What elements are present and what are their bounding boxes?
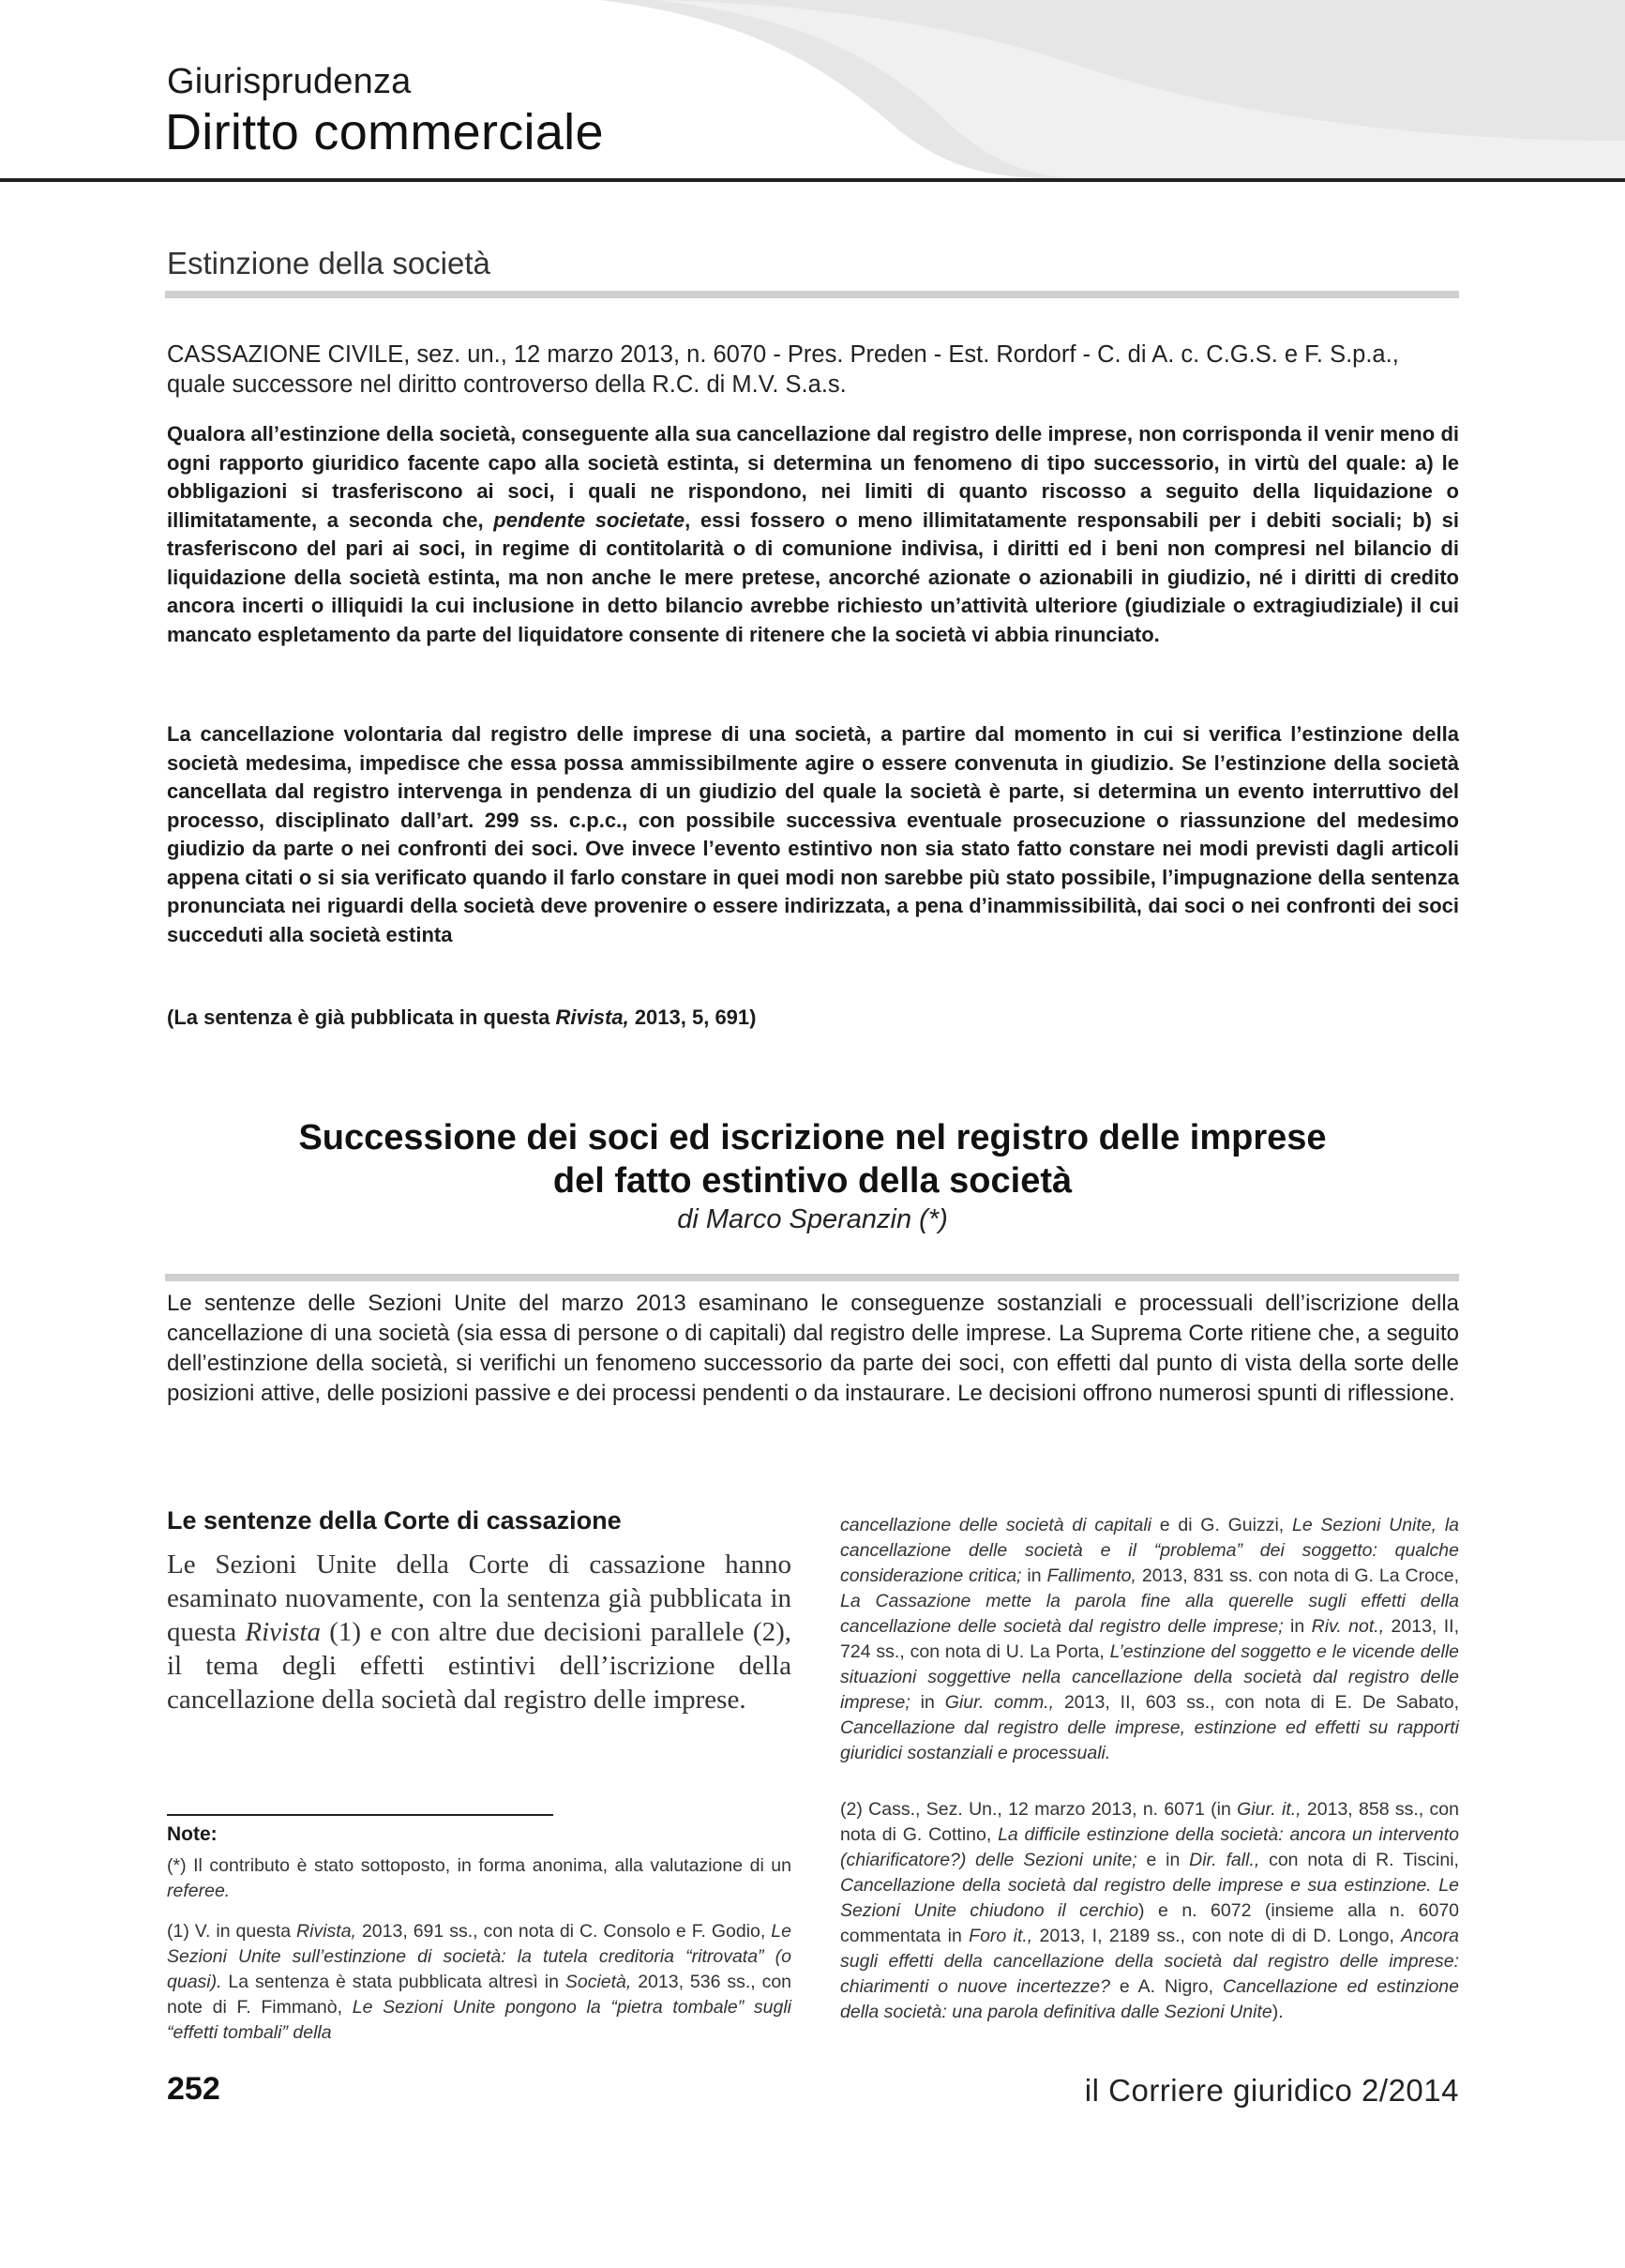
header-rule [0,178,1625,182]
maxim-1: Qualora all’estinzione della società, conseguente alla sua cancellazione dal registro delle imprese, non corrisponda il venir meno di ogni rapporto giuridico facente capo alla società estinta, si determina un fenomeno di tipo successorio, in virtù del quale: a) le obbligazioni si trasferiscono ai soci, i quali ne rispondono, nei limiti di quanto riscosso a seguito della liquidazione o illimitatamente, a seconda che, pendente societate, essi fossero o meno illimitatamente responsabili per i debiti sociali; b) si trasferiscono del pari ai soci, in regime di contitolarità o di comunione indivisa, i diritti ed i beni non compresi nel bilancio di liquidazione della società estinta, ma non anche le mere pretese, ancorché azionate o azionabili in giudizio, né i diritti di credito ancora incerti o illiquidi la cui inclusione in detto bilancio avrebbe richiesto un’attività ulteriore (giudiziale o extragiudiziale) il cui mancato espletamento da parte del liquidatore consente di ritenere che la società vi abbia rinunciato. [167,422,1460,646]
journal-name: il Corriere giuridico 2/2014 [1084,2073,1459,2108]
maxim-2: La cancellazione volontaria dal registro delle imprese di una società, a partire dal momento in cui si verifica l’estinzione della società medesima, impedisce che essa possa ammissibilmente agire o essere convenuta in giudizio. Se l’estinzione della società cancellata dal registro intervenga in pendenza di un giudizio del quale la società è parte, si determina un evento interruttivo del processo, disciplinato dall’art. 299 ss. c.p.c., con possibile successiva eventuale prosecuzione o riassunzione del medesimo giudizio da parte o nei confronti dei soci. Ove invece l’evento estintivo non sia stato fatto constare nei modi previsti dagli articoli appena citati o si sia verificato quando il farlo constare in quei modi non sarebbe più stato possibile, l’impugnazione della sentenza pronunciata nei riguardi della società deve provenire o essere indirizzata, a pena d’inammissibilità, dai soci o nei confronti dei soci succeduti alla società estinta [167,722,1459,946]
case-reference: CASSAZIONE CIVILE, sez. un., 12 marzo 2013, n. 6070 - Pres. Preden - Est. Rordorf - C. di A. c. C.G.S. e F. S.p.a., quale successore nel diritto controverso della R.C. di M.V. S.a.s. [167,341,1399,398]
rubric-label: Giurisprudenza [167,62,412,101]
author-byline: di Marco Speranzin (*) [677,1204,948,1234]
article-title-line-2: del fatto estintivo della società [552,1161,1073,1201]
footnote-2: (2) Cass., Sez. Un., 12 marzo 2013, n. 6071 (in Giur. it., 2013, 858 ss., con nota di G. Cottino, La difficile estinzione della società: ancora un intervento (chiarificatore?) delle Sezioni unite; e in Dir. fall., con nota di R. Tiscini, Cancellazione della società dal registro delle imprese e sua estinzione. Le Sezioni Unite chiudono il cerchio) e n. 6072 (insieme alla n. 6070 commentata in Foro it., 2013, I, 2189 ss., con note di di D. Longo, Ancora sugli effetti della cancellazione della società dal registro delle imprese: chiarimenti o nuove incertezze? e A. Nigro, Cancellazione ed estinzione della società: una parola definitiva dalle Sezioni Unite). [840,1799,1460,2022]
notes-rule [167,1814,553,1816]
abstract-text: Le sentenze delle Sezioni Unite del marzo 2013 esaminano le conseguenze sostanziali e processuali dell’iscrizione della cancellazione di una società (sia essa di persone o di capitali) dal registro delle imprese. La Suprema Corte ritiene che, a seguito dell’estinzione della società, si verifichi un fenomeno successorio da parte dei soci, con effetti dal punto di vista della sorte delle posizioni attive, delle posizioni passive e dei processi pendenti o da instaurare. Le decisioni offrono numerosi spunti di riflessione. [167,1291,1459,1406]
notes-label: Note: [167,1823,218,1845]
body-paragraph: Le Sezioni Unite della Corte di cassazione hanno esaminato nuovamente, con la sentenza già pubblicata in questa Rivista (1) e con altre due decisioni parallele (2), il tema degli effetti estintivi dell’iscrizione della cancellazione della società dal registro delle imprese. [167,1550,791,1715]
section-title: Diritto commerciale [165,104,604,160]
abstract-divider [165,1274,1459,1281]
page-number: 252 [167,2071,220,2107]
footnote-1-continued: cancellazione delle società di capitali e di G. Guizzi, Le Sezioni Unite, la cancellazione delle società e il “problema” dei soggetto: qualche considerazione critica; in Fallimento, 2013, 831 ss. con nota di G. La Croce, La Cassazione mette la parola fine alla querelle sugli effetti della cancellazione delle società dal registro delle imprese; in Riv. not., 2013, II, 724 ss., con nota di U. La Porta, L’estinzione del soggetto e le vicende delle situazioni soggettive nella cancellazione della società dal registro delle imprese; in Giur. comm., 2013, II, 603 ss., con nota di E. De Sabato, Cancellazione dal registro delle imprese, estinzione ed effetti su rapporti giuridici sostanziali e processuali. [840,1515,1460,1763]
subsection-heading: Le sentenze della Corte di cassazione [167,1506,622,1535]
footnote-star: (*) Il contributo è stato sottoposto, in forma anonima, alla valutazione di un referee. [167,1855,791,1901]
publication-note: (La sentenza è già pubblicata in questa Rivista, 2013, 5, 691) [167,1005,757,1029]
footnote-1: (1) V. in questa Rivista, 2013, 691 ss., con nota di C. Consolo e F. Godio, Le Sezioni Unite sull’estinzione di società: la tutela creditoria “ritrovata” (o quasi). La sentenza è stata pubblicata altresì in Società, 2013, 536 ss., con note di F. Fimmanò, Le Sezioni Unite pongono la “pietra tombale” sugli “effetti tombali” della [167,1921,792,2043]
article-title-line-1: Successione dei soci ed iscrizione nel registro delle imprese [298,1118,1327,1157]
topic-divider [165,291,1459,298]
topic-heading: Estinzione della società [167,246,490,280]
